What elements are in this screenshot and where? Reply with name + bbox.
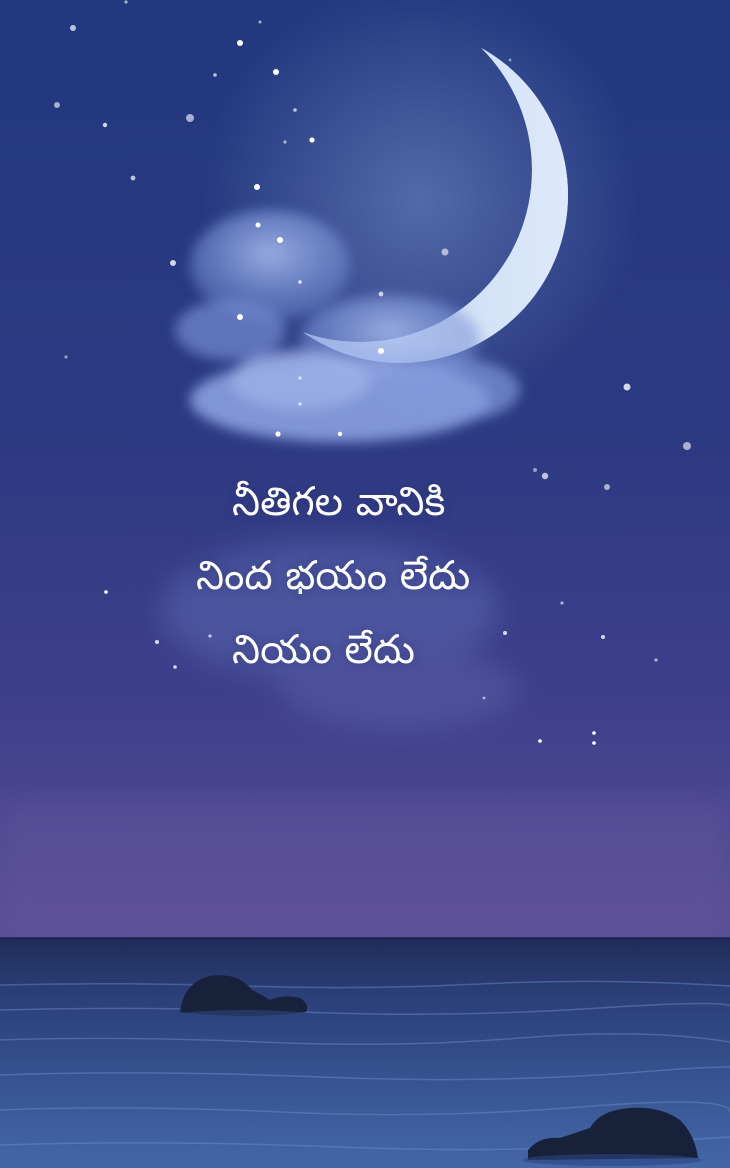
star-icon — [601, 635, 605, 639]
star-icon — [592, 741, 596, 745]
star-icon — [503, 631, 507, 635]
quote-line-2: నింద భయం లేదు — [196, 553, 471, 599]
star-icon — [298, 376, 302, 380]
quote-line-3: నియం లేదు — [232, 627, 415, 673]
star-icon — [298, 280, 302, 284]
star-icon — [542, 473, 548, 479]
star-icon — [378, 348, 384, 354]
star-icon — [256, 223, 261, 228]
star-icon — [124, 0, 127, 3]
star-icon — [509, 59, 512, 62]
star-icon — [293, 108, 297, 112]
star-icon — [70, 25, 76, 31]
star-icon — [683, 442, 691, 450]
star-icon — [298, 402, 301, 405]
quote-line-1: నీతిగల వానికి — [232, 479, 446, 525]
star-icon — [654, 658, 657, 661]
star-icon — [213, 73, 217, 77]
star-icon — [624, 384, 631, 391]
horizon-haze — [0, 800, 730, 940]
star-icon — [560, 601, 563, 604]
star-icon — [277, 237, 283, 243]
star-icon — [604, 484, 610, 490]
star-icon — [170, 260, 176, 266]
star-icon — [237, 40, 243, 46]
star-icon — [379, 292, 384, 297]
star-icon — [275, 431, 280, 436]
star-icon — [186, 114, 194, 122]
star-icon — [237, 314, 243, 320]
star-icon — [208, 634, 211, 637]
star-icon — [442, 249, 449, 256]
star-icon — [538, 739, 542, 743]
star-icon — [309, 137, 314, 142]
star-icon — [131, 176, 136, 181]
star-icon — [273, 69, 279, 75]
horizon-line — [0, 937, 730, 940]
star-icon — [54, 102, 60, 108]
star-icon — [592, 731, 596, 735]
star-icon — [173, 665, 177, 669]
star-icon — [259, 21, 262, 24]
star-icon — [483, 697, 486, 700]
star-icon — [64, 355, 67, 358]
star-icon — [283, 140, 286, 143]
star-icon — [254, 184, 260, 190]
star-icon — [155, 640, 159, 644]
star-icon — [104, 590, 108, 594]
star-icon — [338, 432, 342, 436]
star-icon — [103, 123, 107, 127]
star-icon — [533, 468, 537, 472]
